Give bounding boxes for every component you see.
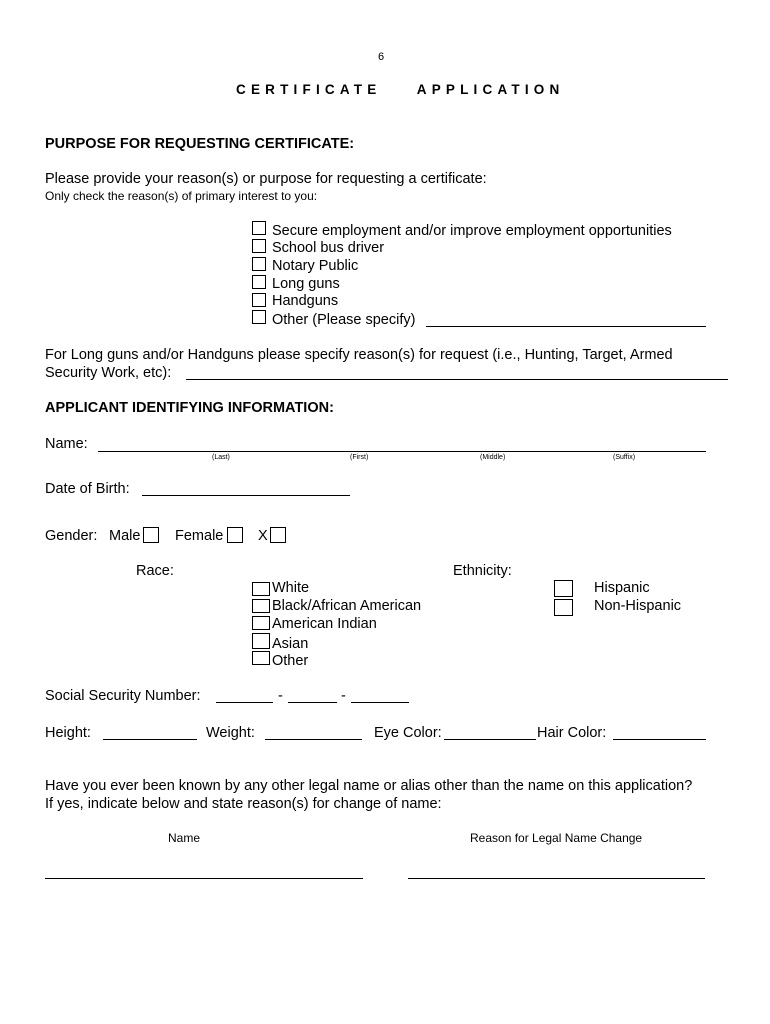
purpose-note: Only check the reason(s) of primary interest to you:: [45, 189, 318, 203]
dob-field[interactable]: [142, 495, 350, 496]
race-option-black: Black/African American: [272, 598, 422, 614]
alias-name-field[interactable]: [45, 878, 363, 879]
purpose-heading: PURPOSE FOR REQUESTING CERTIFICATE:: [45, 136, 355, 152]
ssn-field-serial[interactable]: [351, 702, 409, 703]
gender-label: Gender:: [45, 528, 98, 544]
ethnicity-checkbox-hispanic[interactable]: [554, 580, 573, 597]
gender-x-label: X: [258, 528, 268, 544]
race-checkbox-other[interactable]: [252, 651, 270, 665]
race-option-american-indian: American Indian: [272, 616, 377, 632]
alias-name-column-label: Name: [168, 831, 201, 845]
purpose-option-employment: Secure employment and/or improve employment opportunities: [272, 223, 672, 239]
purpose-instruction: Please provide your reason(s) or purpose for requesting a certificate:: [45, 171, 487, 187]
gender-x-checkbox[interactable]: [270, 527, 286, 543]
guns-reason-label-line2: Security Work, etc):: [45, 365, 172, 381]
guns-reason-label-line1: For Long guns and/or Handguns please specify reason(s) for request (i.e., Hunting, Target, Armed: [45, 347, 673, 363]
gender-female-checkbox[interactable]: [227, 527, 243, 543]
race-label: Race:: [136, 563, 174, 579]
purpose-option-school-bus: School bus driver: [272, 240, 385, 256]
eye-color-field[interactable]: [444, 739, 536, 740]
purpose-option-handguns: Handguns: [272, 293, 339, 309]
race-checkbox-white[interactable]: [252, 582, 270, 596]
purpose-checkbox-other[interactable]: [252, 310, 266, 324]
gender-female-label: Female: [175, 528, 224, 544]
ssn-label: Social Security Number:: [45, 688, 201, 704]
eye-color-label: Eye Color:: [374, 725, 442, 741]
name-part-suffix: (Suffix): [613, 454, 636, 461]
name-label: Name:: [45, 436, 88, 452]
height-label: Height:: [45, 725, 91, 741]
ethnicity-label: Ethnicity:: [453, 563, 512, 579]
weight-field[interactable]: [265, 739, 362, 740]
gender-male-label: Male: [109, 528, 141, 544]
purpose-checkbox-handguns[interactable]: [252, 293, 266, 307]
race-checkbox-asian[interactable]: [252, 633, 270, 649]
race-checkbox-american-indian[interactable]: [252, 616, 270, 630]
weight-label: Weight:: [206, 725, 255, 741]
ethnicity-option-hispanic: Hispanic: [594, 580, 650, 596]
alias-reason-field[interactable]: [408, 878, 705, 879]
alias-instruction: If yes, indicate below and state reason(s) for change of name:: [45, 796, 442, 812]
ssn-dash-2: -: [341, 688, 346, 704]
race-option-other: Other: [272, 653, 309, 669]
purpose-checkbox-long-guns[interactable]: [252, 275, 266, 289]
gender-male-checkbox[interactable]: [143, 527, 159, 543]
purpose-other-field[interactable]: [426, 326, 706, 327]
purpose-checkbox-employment[interactable]: [252, 221, 266, 235]
ssn-field-area[interactable]: [216, 702, 273, 703]
purpose-option-notary: Notary Public: [272, 258, 359, 274]
hair-color-field[interactable]: [613, 739, 706, 740]
height-field[interactable]: [103, 739, 197, 740]
dob-label: Date of Birth:: [45, 481, 130, 497]
name-part-first: (First): [350, 454, 369, 461]
page-title: CERTIFICATE APPLICATION: [236, 82, 565, 97]
name-part-middle: (Middle): [480, 454, 506, 461]
race-option-asian: Asian: [272, 636, 309, 652]
ethnicity-checkbox-non-hispanic[interactable]: [554, 599, 573, 616]
purpose-option-other: Other (Please specify): [272, 312, 416, 328]
name-part-last: (Last): [212, 454, 230, 461]
name-field[interactable]: [98, 451, 706, 452]
purpose-option-long-guns: Long guns: [272, 276, 340, 292]
page-number: 6: [378, 51, 385, 63]
guns-reason-field[interactable]: [186, 379, 728, 380]
applicant-heading: APPLICANT IDENTIFYING INFORMATION:: [45, 400, 334, 416]
purpose-checkbox-notary[interactable]: [252, 257, 266, 271]
hair-color-label: Hair Color:: [537, 725, 607, 741]
purpose-checkbox-school-bus[interactable]: [252, 239, 266, 253]
race-option-white: White: [272, 580, 310, 596]
alias-reason-column-label: Reason for Legal Name Change: [470, 831, 643, 845]
alias-question: Have you ever been known by any other legal name or alias other than the name on this application?: [45, 778, 693, 794]
ethnicity-option-non-hispanic: Non-Hispanic: [594, 598, 682, 614]
ssn-field-group[interactable]: [288, 702, 337, 703]
race-checkbox-black[interactable]: [252, 599, 270, 613]
ssn-dash-1: -: [278, 688, 283, 704]
